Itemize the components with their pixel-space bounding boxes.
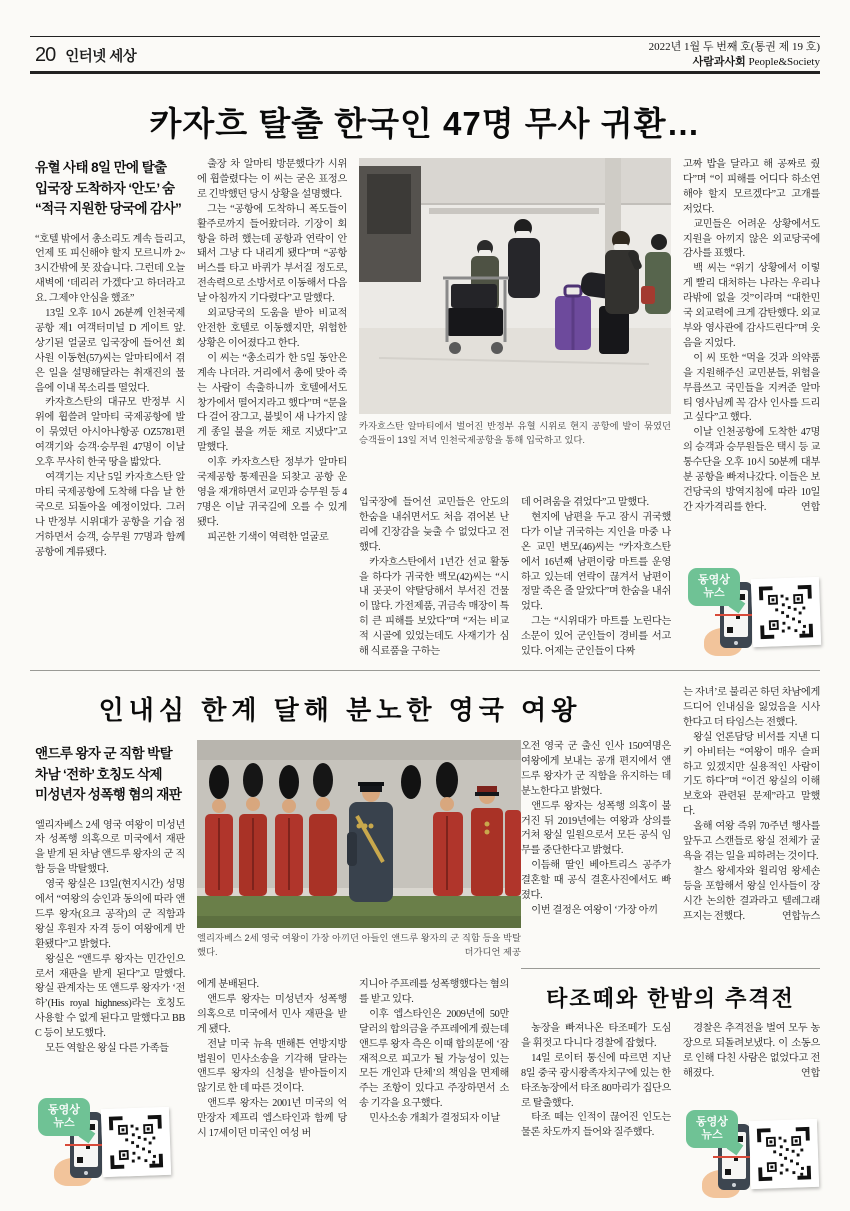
paragraph: 이 씨 또한 “먹을 것과 의약품을 지원해주신 교민분들, 위험을 무릅쓰고 국민들을 지켜준 알마티 영사님께 꼭 감사 인사를 드리고 싶다”고 했다. — [683, 352, 820, 424]
paragraph: 입국장에 들어선 교민들은 안도의 한숨을 내쉬면서도 처음 겪어본 난리에 긴장감을 늦출 수 없었다고 전했다. — [359, 497, 509, 553]
article3-column-2 — [683, 1022, 820, 1108]
scanline-icon — [713, 1156, 755, 1158]
paragraph: 백 씨는 “위기 상황에서 이렇게 빨리 대처하는 나라는 우리나라밖에 없을 것”이라며 “대한민국 외교력에 크게 감탄했다. 외교부와 영사관에 감사드린다”며 웃음을 지었다. — [683, 263, 820, 349]
paragraph: 데 어려움을 겪었다”고 말했다. — [521, 497, 649, 508]
publication-name: 사람과사회 — [692, 56, 746, 68]
paragraph: 에게 분배된다. — [197, 979, 259, 990]
paragraph: 왕실 언론담당 비서를 지낸 디키 아비터는 “여왕이 매우 슬퍼하고 있겠지만 실용적인 사람이기도 하다”며 “이건 왕실의 이해 보호와 관련된 문제”라고 말했다. — [683, 731, 820, 818]
article2-column-5 — [683, 686, 820, 962]
paragraph: 카자흐스탄의 대규모 반정부 시위에 휩쓸려 알마티 국제공항에 발이 묶였던 아시아나항공 OZ5781편 여객기와 승객·승무원 47명이 이날 오후 무사히 한국 땅을 밟았다. — [35, 397, 185, 469]
paragraph: 오전 영국 군 출신 인사 150여명은 여왕에게 보내는 공개 편지에서 앤드루 왕자가 군 직함을 유지하는 데 분노한다고 밝혔다. — [521, 741, 671, 797]
paragraph: 피곤한 기색이 역력한 얼굴로 — [207, 531, 329, 543]
section-divider — [521, 968, 820, 969]
paragraph: 고짜 밥을 달라고 해 공짜로 줬다”며 “이 피해를 어디다 하소연해야 할지 모르겠다”고 고개를 저었다. — [683, 159, 820, 215]
news-agency-credit: 연합 — [800, 501, 820, 513]
section-divider — [30, 670, 820, 671]
paragraph: 지니아 주프레를 성폭행했다는 혐의를 받고 있다. — [359, 979, 509, 1005]
masthead-issue-info — [649, 40, 820, 70]
paragraph: 앤드루 왕자는 성폭행 의혹이 불거진 뒤 2019년에는 여왕과 상의를 거쳐 왕실 일원으로서 모든 공식 임무를 중단한다고 밝혔다. — [521, 800, 671, 857]
paragraph: 이 씨는 “총소리가 한 5일 동안은 계속 나더라. 거리에서 총에 맞아 죽는 사람이 속출하니까 호텔에서도 창가에서 떨어지라고 했다”며 “문을 다 걸어 잠그고, 불빛이 새 나가지 않게 종일 불을 꺼둔 채로 지냈다”고 말했다. — [197, 352, 347, 454]
article2-headline: 인내심 한계 달해 분노한 영국 여왕 — [98, 695, 582, 725]
paragraph: 영국 왕실은 13일(현지시간) 성명에서 “여왕의 승인과 동의에 따라 앤드루 왕자(요크 공작)의 군 직함과 왕실 후원자 자격 등이 여왕에게 반환됐다”고 밝혔다. — [35, 879, 185, 950]
scanline-icon — [65, 1144, 107, 1146]
article3-column-1 — [521, 1022, 671, 1192]
article1-photo-caption: 카자흐스탄 알마티에서 벌어진 반정부 유혈 시위로 현지 공항에 발이 묶였던 승객들이 13일 저녁 인천국제공항을 통해 입국하고 있다. — [359, 421, 671, 445]
article1-subhead: 유혈 사태 8일 만에 탈출 입국장 도착하자 ‘안도’ 숨 “적극 지원한 당국에 감사” — [35, 160, 182, 216]
video-news-qr-article2 — [38, 1096, 170, 1192]
photo-credit: 더가디언 제공 — [464, 946, 521, 957]
paragraph: 왕실은 “앤드루 왕자는 민간인으로서 재판을 받게 된다”고 말했다. 왕실 관계자는 또 앤드루 왕자가 ‘전하’(His royal highness)라는 호칭도 사용할 수 없게 된다고 말했다고 BBC 등이 보도했다. — [35, 953, 185, 1040]
paragraph: 경찰은 추격전을 벌여 모두 농장으로 되돌려보냈다. 이 소동으로 인해 다친 사람은 없었다고 전해졌다. 연합 — [683, 1022, 820, 1082]
video-news-qr-article1 — [688, 566, 820, 662]
article2-subhead: 앤드루 왕자 군 직함 박탈 차남 ‘전하’ 호칭도 삭제 미성년자 성폭행 혐의 재판 — [35, 746, 182, 802]
section-title: 인터넷 세상 — [65, 49, 137, 65]
paragraph: 이번 결정은 여왕이 ‘가장 아끼 — [531, 904, 658, 916]
paragraph: 카자흐스탄에서 1년간 선교 활동을 하다가 귀국한 백모(42)씨는 “시내 곳곳이 약탈당해서 부서진 건물이 많다. 가전제품, 귀금속 매장이 특히 큰 피해를 보았다”며 “저는 비교적 시골에 있었는데도 사재기가 심해 식료품을 구하는 — [359, 556, 509, 658]
article1-column-5 — [683, 158, 820, 558]
qr-code-icon — [101, 1107, 171, 1177]
article1-headline: 카자흐 탈출 한국인 47명 무사 귀환… — [149, 105, 701, 142]
paragraph: 이후 엡스타인은 2009년에 50만 달러의 합의금을 주프레에게 줬는데 앤드루 왕자 측은 이때 합의문에 ‘잠재적으로 피고가 될 가능성이 있는 모든 개인과 단체’의 책임을 면제해주는 조항이 있다고 주장하면서 소송 기각을 요구했다. — [359, 1008, 509, 1110]
airport-arrival-photo — [359, 158, 671, 414]
video-news-badge: 동영상 뉴스 — [688, 568, 740, 606]
masthead-left — [35, 44, 136, 67]
paragraph: “호텔 밖에서 총소리도 계속 들리고, 언제 또 피신해야 할지 모르니까 2~3시간밖에 못 잤습니다. 그런데 오늘 새벽에 ‘데리러 가겠다’고 하더라고요. 그제야 안심을 했죠” — [35, 233, 185, 305]
masthead-bottom-rule — [30, 71, 820, 74]
paragraph: 교민들은 어려운 상황에서도 지원을 아끼지 않은 외교당국에 감사를 표했다. — [683, 218, 820, 260]
qr-code-icon — [749, 1119, 819, 1189]
paragraph: 엘리자베스 2세 영국 여왕이 미성년자 성폭행 의혹으로 미국에서 재판을 받게 된 차남 앤드루 왕자의 군 직함 등을 박탈했다. — [35, 819, 185, 876]
paragraph: 올해 여왕 즉위 70주년 행사를 앞두고 스캔들로 왕실 전체가 굴욕을 겪는 일을 피하려는 것이다. — [683, 821, 820, 862]
video-news-qr-article3 — [686, 1108, 818, 1204]
article3-headline: 타조떼와 한밤의 추격전 — [546, 986, 795, 1011]
paragraph: 농장을 빠져나온 타조떼가 도심을 휘젓고 다니다 경찰에 잡혔다. — [521, 1023, 671, 1049]
paragraph: 이듬해 딸인 베아트리스 공주가 결혼할 때 공식 결혼사진에서도 빠졌다. — [521, 860, 671, 902]
qr-code-icon — [751, 577, 821, 647]
article2-column-1 — [35, 744, 185, 1084]
scanline-icon — [715, 614, 757, 616]
video-news-badge: 동영상 뉴스 — [38, 1098, 90, 1136]
article1-column-4 — [521, 496, 671, 662]
paragraph: 찰스 왕세자와 윌리엄 왕세손 등을 포함해서 왕실 인사들이 장시간 논의한 결과라고 텔레그래프지는 전했다. 연합뉴스 — [683, 865, 820, 925]
paragraph: 그는 “시위대가 마트를 노린다는 소문이 있어 군인들이 경비를 서고 있다. 어제는 군인들이 다짜 — [521, 616, 671, 658]
news-agency-credit: 연합 — [800, 1067, 820, 1079]
article1-column-3 — [359, 496, 509, 662]
paragraph: 전날 미국 뉴욕 맨해튼 연방지방법원이 민사소송을 기각해 달라는 앤드루 왕자의 신청을 받아들이지 않기로 한 데 따른 것이다. — [197, 1038, 347, 1095]
royal-guards-photo — [197, 740, 521, 928]
article2-column-3 — [359, 978, 509, 1190]
paragraph: 민사소송 개최가 결정되자 이날 — [369, 1113, 500, 1125]
paragraph: 13일 오후 10시 26분께 인천국제공항 제1 여객터미널 D 게이트 앞. 상기된 얼굴로 입국장에 들어선 회사원 이동현(57)씨는 알마티에서 겪은 일을 설명해달라는 취재진의 물음에 이내 목소리를 떨었다. — [35, 308, 185, 394]
paragraph: 현지에 남편을 두고 잠시 귀국했다가 이날 귀국하는 지인을 마중 나온 교민 변모(46)씨는 “카자흐스탄에서 16년째 남편이랑 마트를 운영하고 있는데 연락이 끊겨서 남편이 정말 죽은 줄 알았다”며 한숨을 내쉬었다. — [521, 511, 671, 613]
paragraph: 는 자녀’로 불리곤 하던 차남에게 드디어 인내심을 잃었음을 시사한다고 더 타임스는 전했다. — [683, 687, 820, 728]
article2-photo-caption: 엘리자베스 2세 영국 여왕이 가장 아끼던 아들인 앤드루 왕자의 군 직함 등을 박탈했다. 더가디언 제공 — [197, 932, 521, 964]
paragraph: 타조 떼는 인적이 끊어진 인도는 물론 차도까지 들어와 질주했다. — [521, 1112, 671, 1139]
paragraph: 이후 카자흐스탄 정부가 알마티 국제공항 통제권을 되찾고 공항 운영을 재개하면서 교민과 승무원 등 47명은 이날 귀국길에 오를 수 있게 됐다. — [197, 457, 347, 528]
paragraph: 여객기는 지난 5일 카자흐스탄 알마티 국제공항에 도착해 다음 날 한국으로 되돌아올 예정이었다. 그러나 반정부 시위대가 공항을 기습 점거하면서 승객, 승무원 77명과 함께 공항에 계류됐다. — [35, 472, 185, 558]
article1-column-2 — [197, 158, 347, 662]
page-number: 20 — [35, 44, 56, 66]
article1-column-1 — [35, 158, 185, 662]
paragraph: 앤드루 왕자는 미성년자 성폭행 의혹으로 미국에서 민사 재판을 받게 됐다. — [197, 993, 347, 1035]
news-agency-credit: 연합뉴스 — [781, 910, 820, 922]
masthead-top-rule — [30, 36, 820, 37]
paragraph: 앤드루 왕자는 2001년 미국의 억만장자 제프리 엡스타인과 함께 당시 17세이던 미국인 여성 버 — [197, 1098, 347, 1140]
paragraph: 이날 인천공항에 도착한 47명의 승객과 승무원들은 택시 등 교통수단을 오후 10시 50분께 대부분 공항을 빠져나갔다. 이들은 보건당국의 방역지침에 따라 10일간 자가격리를 한다. 연합 — [683, 426, 820, 515]
paragraph: 14일 로이터 통신에 따르면 지난 8일 중국 광시좡족자치구'에 있는 한 타조농장에서 타조 80마리가 집단으로 탈출했다. — [521, 1052, 671, 1109]
video-news-badge: 동영상 뉴스 — [686, 1110, 738, 1148]
article2-column-4 — [521, 740, 671, 966]
paragraph: 외교당국의 도움을 받아 비교적 안전한 호텔로 이동했지만, 위험한 상황은 이어졌다고 한다. — [197, 308, 347, 349]
paragraph: 그는 “공항에 도착하니 폭도들이 활주로까지 들어왔더라. 기장이 회항을 하려 했는데 공항과 연락이 안 돼서 그냥 다 내리게 됐다”며 “공항버스를 타고 바퀴가 부서질 정도로, 전속력으로 소방서로 이동해서 다음 날 아침까지 기다렸다”고 말했다. — [197, 203, 347, 305]
paragraph: 모든 역할은 왕실 다른 가족들 — [45, 1043, 169, 1055]
publication-name-en: People&Society — [748, 56, 820, 68]
article2-column-2 — [197, 978, 347, 1190]
issue-line: 2022년 1월 두 번째 호(통권 제 19 호) — [648, 41, 820, 53]
paragraph: 출장 차 알마티 방문했다가 시위에 휩쓸렸다는 이 씨는 굳은 표정으로 긴박했던 당시 상황을 설명했다. — [197, 159, 347, 200]
